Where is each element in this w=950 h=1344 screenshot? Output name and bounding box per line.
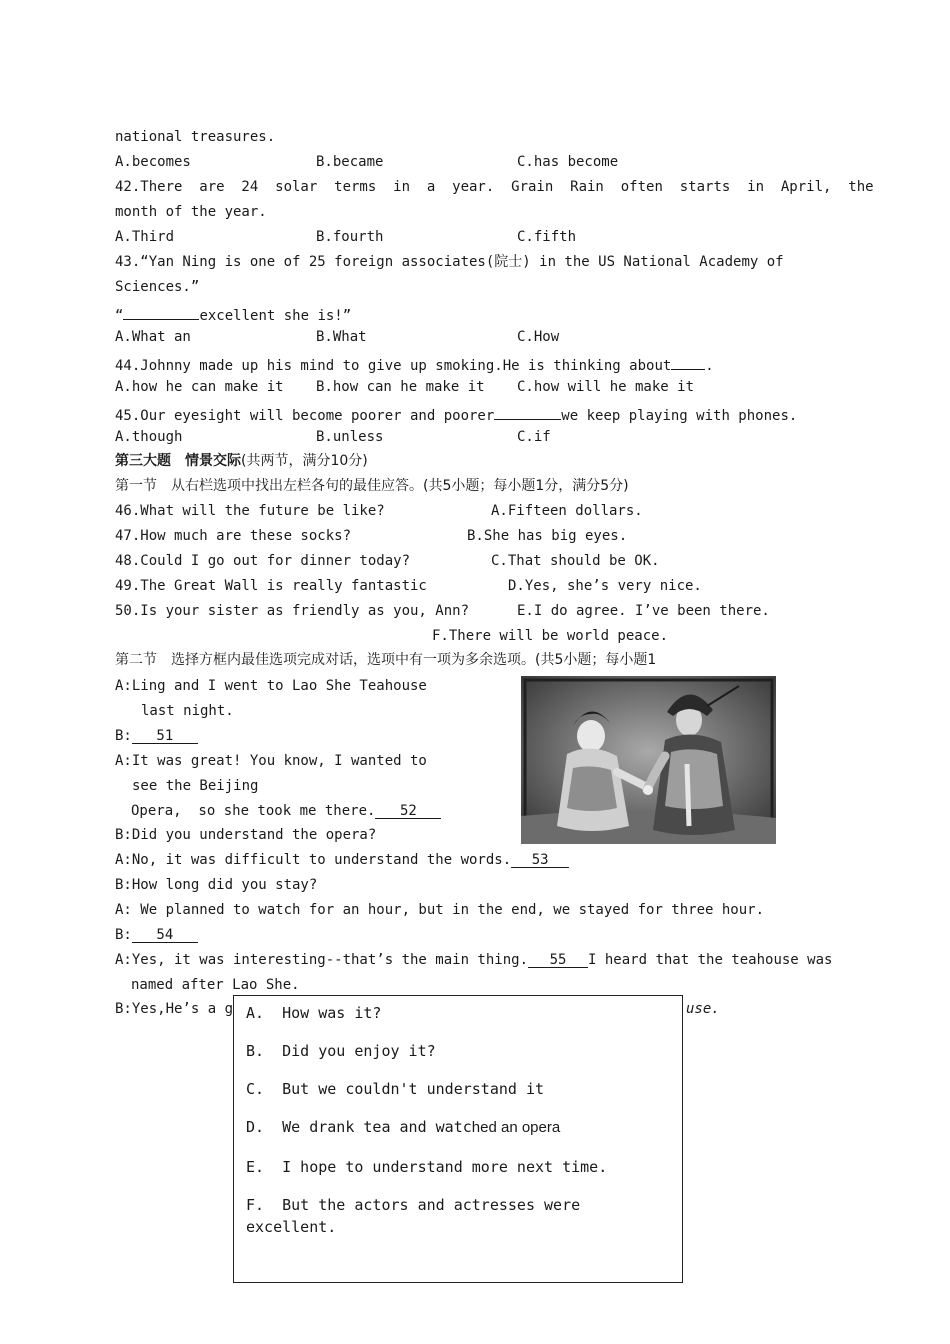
q42-stem-cont: month of the year. xyxy=(115,204,267,220)
q41-option-c: C.has become xyxy=(517,154,619,170)
option-d xyxy=(246,1116,656,1139)
blank-53: 53 xyxy=(511,851,569,868)
blank-52: 52 xyxy=(375,802,441,819)
dialogue-line: A:It was great! You know, I wanted to xyxy=(115,753,427,769)
dialogue-line: B:Yes,He’s a g xyxy=(115,1001,234,1017)
q43-option-b: B.What xyxy=(316,329,367,345)
answer-blank xyxy=(494,403,561,420)
q45-option-b: B.unless xyxy=(316,429,384,445)
beijing-opera-photo xyxy=(521,676,776,844)
q46: 46.What will the future be like? xyxy=(115,503,385,519)
option-e: E. I hope to understand more next time. xyxy=(246,1158,608,1176)
option-b: B. Did you enjoy it? xyxy=(246,1042,436,1060)
q44-option-a: A.how he can make it xyxy=(115,379,284,395)
section-note: (共两节，满分10分) xyxy=(241,453,368,469)
dialogue-text: A:No, it was difficult to understand the words. xyxy=(115,852,512,868)
q45-option-a: A.though xyxy=(115,429,183,445)
answer-blank xyxy=(123,303,199,320)
dialogue-text: I heard that the teahouse was xyxy=(588,952,833,968)
period: . xyxy=(705,358,714,374)
response-d: D.Yes, she’s very nice. xyxy=(508,578,702,594)
dialogue-line: see the Beijing xyxy=(132,778,259,794)
q44-text: 44.Johnny made up his mind to give up smoking.He is thinking about xyxy=(115,358,672,374)
q44-stem xyxy=(115,353,714,374)
dialogue-line xyxy=(115,926,198,944)
q43-sentence xyxy=(115,303,352,324)
section-title: 第三大题 情景交际 xyxy=(115,453,241,469)
q43-option-a: A.What an xyxy=(115,329,191,345)
response-a: A.Fifteen dollars. xyxy=(491,503,643,519)
option-c: C. But we couldn't understand it xyxy=(246,1080,545,1098)
blank-54: 54 xyxy=(132,926,198,943)
response-b: B.She has big eyes. xyxy=(467,528,628,544)
response-f: F.There will be world peace. xyxy=(432,628,669,644)
blank-51: 51 xyxy=(132,727,198,744)
dialogue-line xyxy=(115,851,569,869)
speaker: B: xyxy=(115,728,132,744)
dialogue-line: A: We planned to watch for an hour, but in the end, we stayed for three hour. xyxy=(115,902,765,918)
q43-stem: 43.“Yan Ning is one of 25 foreign associates(院士) in the US National Academy of xyxy=(115,254,784,270)
q41-option-b: B.became xyxy=(316,154,384,170)
option-d-text: D. We drank tea and watc xyxy=(246,1118,472,1136)
response-e: E.I do agree. I’ve been there. xyxy=(517,603,770,619)
dialogue-line: named after Lao She. xyxy=(131,977,300,993)
q42-option-c: C.fifth xyxy=(517,229,577,245)
q42-option-b: B.fourth xyxy=(316,229,384,245)
q49: 49.The Great Wall is really fantastic xyxy=(115,578,427,594)
dialogue-line xyxy=(115,951,832,969)
dialogue-line: B:How long did you stay? xyxy=(115,877,318,893)
q42-option-a: A.Third xyxy=(115,229,175,245)
q45-option-c: C.if xyxy=(517,429,551,445)
dialogue-line: last night. xyxy=(141,703,234,719)
speaker: B: xyxy=(115,927,132,943)
dialogue-text: Opera, so she took me there. xyxy=(131,803,376,819)
option-d-text-end: hed an opera xyxy=(471,1119,561,1136)
section-3-heading xyxy=(115,452,368,470)
q44-option-c: C.how will he make it xyxy=(517,379,695,395)
q44-option-b: B.how can he make it xyxy=(316,379,485,395)
answer-blank xyxy=(671,353,705,370)
part-2-instruction: 第二节 选择方框内最佳选项完成对话，选项中有一项为多余选项。(共5小题；每小题1 xyxy=(115,652,657,668)
q41-option-a: A.becomes xyxy=(115,154,191,170)
q43-option-c: C.How xyxy=(517,329,560,345)
q43-stem-cont: Sciences.” xyxy=(115,279,200,295)
q43-sentence-text: excellent she is!” xyxy=(199,308,352,324)
dialogue-line xyxy=(115,727,198,745)
q45-text-end: we keep playing with phones. xyxy=(561,408,798,424)
dialogue-line: B:Did you understand the opera? xyxy=(115,827,377,843)
text-line: national treasures. xyxy=(115,129,276,145)
part-1-instruction: 第一节 从右栏选项中找出左栏各句的最佳应答。(共5小题；每小题1分，满分5分) xyxy=(115,478,629,494)
dialogue-line xyxy=(131,802,441,820)
dialogue-line-end: use. xyxy=(686,1001,720,1017)
option-f: F. But the actors and actresses were excellent. xyxy=(246,1196,581,1236)
opera-image xyxy=(521,676,776,844)
q45-text: 45.Our eyesight will become poorer and poorer xyxy=(115,408,495,424)
q42-stem: 42.There are 24 solar terms in a year. Grain Rain often starts in April, the xyxy=(115,179,874,195)
q47: 47.How much are these socks? xyxy=(115,528,352,544)
response-c: C.That should be OK. xyxy=(491,553,660,569)
quote-mark: “ xyxy=(115,308,124,324)
dialogue-text: A:Yes, it was interesting--that’s the main thing. xyxy=(115,952,529,968)
blank-55: 55 xyxy=(528,951,588,968)
q48: 48.Could I go out for dinner today? xyxy=(115,553,411,569)
options-box xyxy=(233,995,683,1283)
dialogue-line: A:Ling and I went to Lao She Teahouse xyxy=(115,678,427,694)
q50: 50.Is your sister as friendly as you, Ann? xyxy=(115,603,470,619)
q45-stem xyxy=(115,403,798,424)
option-a: A. How was it? xyxy=(246,1004,382,1022)
